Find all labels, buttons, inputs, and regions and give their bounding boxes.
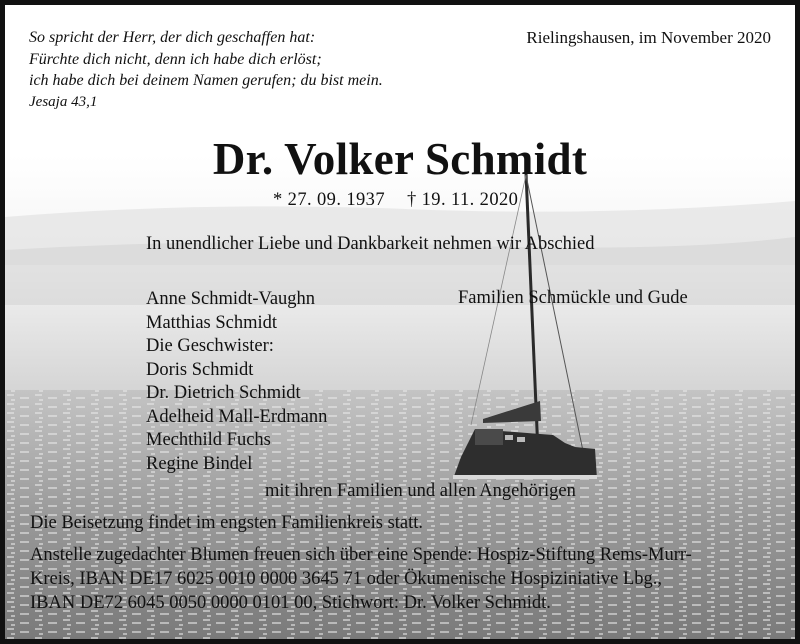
place-and-date: Rielingshausen, im November 2020 xyxy=(526,28,771,47)
donation-note xyxy=(30,543,692,615)
verse-line: Fürchte dich nicht, denn ich habe dich erlöst; xyxy=(29,50,322,68)
mourner-name: Doris Schmidt xyxy=(146,359,254,380)
relatives-line: mit ihren Familien und allen Angehörigen xyxy=(265,481,576,501)
mourner-name: Regine Bindel xyxy=(146,453,253,474)
mourner-name: Matthias Schmidt xyxy=(146,312,278,333)
mourner-name: Mechthild Fuchs xyxy=(146,430,271,450)
verse-line: So spricht der Herr, der dich geschaffen hat: xyxy=(29,29,316,46)
mourner-name: Dr. Dietrich Schmidt xyxy=(146,383,301,403)
mourner-name: Die Geschwister: xyxy=(146,336,274,356)
life-dates xyxy=(273,190,540,211)
donation-line: IBAN DE72 6045 0050 0000 0101 00, Stichwort: Dr. Volker Schmidt. xyxy=(30,593,551,613)
burial-note: Die Beisetzung findet im engsten Familienkreis statt. xyxy=(30,513,424,533)
verse-reference: Jesaja 43,1 xyxy=(29,93,98,110)
birth-date: * 27. 09. 1937 xyxy=(273,190,385,210)
bible-verse xyxy=(29,27,383,113)
mourner-name: Anne Schmidt-Vaughn xyxy=(146,289,316,309)
families-line: Familien Schmückle und Gude xyxy=(458,288,688,308)
donation-line: Anstelle zugedachter Blumen freuen sich über eine Spende: Hospiz-Stiftung Rems-Murr- xyxy=(30,545,692,565)
deceased-name: Dr. Volker Schmidt xyxy=(212,134,588,184)
verse-line: ich habe dich bei deinem Namen gerufen; du bist mein. xyxy=(29,72,383,89)
farewell-line: In unendlicher Liebe und Dankbarkeit nehmen wir Abschied xyxy=(146,234,595,254)
mourner-name: Adelheid Mall-Erdmann xyxy=(146,406,328,427)
mourners-list xyxy=(146,288,327,476)
donation-line: Kreis, IBAN DE17 6025 0010 0000 3645 71 oder Ökumenische Hospiziniative Lbg., xyxy=(30,569,662,589)
death-date: † 19. 11. 2020 xyxy=(406,190,519,210)
